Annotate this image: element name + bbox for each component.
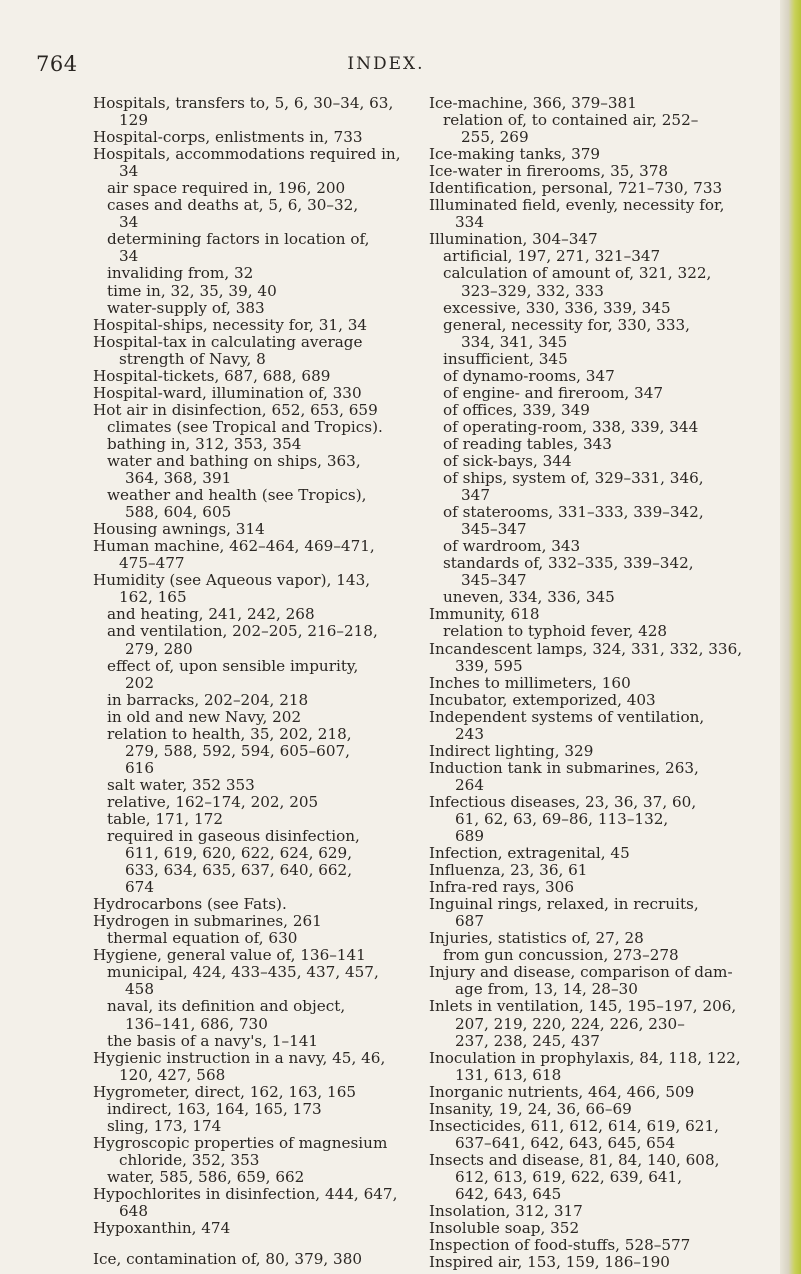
index-line: water-supply of, 383	[107, 298, 265, 317]
index-line: weather and health (see Tropics),	[107, 486, 367, 505]
index-line: Inspired air, 153, 159, 186–190	[429, 1253, 670, 1272]
index-line: Hygienic instruction in a navy, 45, 46,	[93, 1048, 386, 1067]
index-line: Incubator, extemporized, 403	[429, 690, 656, 709]
index-line: salt water, 352 353	[107, 775, 255, 794]
blank-line	[93, 1237, 429, 1251]
index-line: relation to health, 35, 202, 218,	[107, 724, 352, 743]
index-line: strength of Navy, 8	[119, 349, 266, 368]
index-line: relation to typhoid fever, 428	[443, 622, 668, 641]
index-line: Insanity, 19, 24, 36, 66–69	[429, 1099, 632, 1118]
index-line: excessive, 330, 336, 339, 345	[443, 298, 671, 317]
index-line: of wardroom, 343	[443, 537, 581, 556]
index-line: climates (see Tropical and Tropics).	[107, 417, 383, 436]
index-line: of sick-bays, 344	[443, 451, 572, 470]
index-line: water and bathing on ships, 363,	[107, 451, 361, 470]
index-line: Insecticides, 611, 612, 614, 619, 621,	[429, 1116, 719, 1135]
page-edge	[780, 0, 801, 1274]
index-line: 637–641, 642, 643, 645, 654	[455, 1133, 676, 1152]
index-line: 347	[461, 486, 490, 505]
index-line: Hypochlorites in disinfection, 444, 647,	[93, 1185, 398, 1203]
index-line: standards of, 332–335, 339–342,	[443, 554, 694, 573]
index-line: Hospital-tickets, 687, 688, 689	[93, 366, 331, 385]
index-line: Infection, extragenital, 45	[429, 844, 630, 863]
index-line: Hospitals, transfers to, 5, 6, 30–34, 63,	[93, 94, 394, 112]
index-line: time in, 32, 35, 39, 40	[107, 281, 277, 300]
index-line: uneven, 334, 336, 345	[443, 588, 615, 607]
index-line: effect of, upon sensible impurity,	[107, 656, 359, 675]
index-line: artificial, 197, 271, 321–347	[443, 247, 661, 266]
index-line: water, 585, 586, 659, 662	[107, 1167, 305, 1186]
index-line: Identification, personal, 721–730, 733	[429, 179, 723, 198]
index-line: Inlets in ventilation, 145, 195–197, 206,	[429, 997, 737, 1016]
index-line: 264	[455, 775, 484, 794]
index-line: 61, 62, 63, 69–86, 113–132,	[455, 809, 669, 828]
index-line: Hospital-ward, illumination of, 330	[93, 383, 362, 402]
index-line: 120, 427, 568	[119, 1065, 226, 1084]
index-line: sling, 173, 174	[107, 1116, 222, 1135]
index-line: relation of, to contained air, 252–	[443, 111, 699, 130]
index-line: 34	[119, 162, 139, 181]
index-line: and ventilation, 202–205, 216–218,	[107, 622, 378, 641]
index-line: 243	[455, 724, 484, 743]
index-line: of reading tables, 343	[443, 434, 612, 453]
index-line: indirect, 163, 164, 165, 173	[107, 1099, 322, 1118]
index-line: of offices, 339, 349	[443, 400, 590, 419]
index-line: 345–347	[461, 520, 527, 539]
index-line: 674	[125, 878, 154, 897]
index-line: in barracks, 202–204, 218	[107, 690, 309, 709]
index-line: Infra-red rays, 306	[429, 878, 574, 897]
index-line: 323–329, 332, 333	[461, 281, 604, 300]
index-line: Incandescent lamps, 324, 331, 332, 336,	[429, 639, 743, 658]
index-line: of staterooms, 331–333, 339–342,	[443, 503, 704, 522]
index-line: invaliding from, 32	[107, 264, 254, 283]
index-line: Inspection of food-stuffs, 528–577	[429, 1236, 691, 1255]
index-line: Insoluble soap, 352	[429, 1219, 580, 1238]
index-line: Ice, contamination of, 80, 379, 380	[93, 1250, 363, 1269]
index-line: of operating-room, 338, 339, 344	[443, 417, 699, 436]
index-line: relative, 162–174, 202, 205	[107, 792, 319, 811]
index-line: Hospitals, accommodations required in,	[93, 145, 401, 164]
index-line: air space required in, 196, 200	[107, 179, 346, 198]
index-line: Hospital-tax in calculating average	[93, 332, 363, 351]
index-line: 237, 238, 245, 437	[455, 1031, 600, 1050]
index-line: Hypoxanthin, 474	[93, 1219, 231, 1238]
index-line: Indirect lighting, 329	[429, 741, 594, 760]
index-line: 588, 604, 605	[125, 503, 232, 522]
index-line: 687	[455, 912, 484, 931]
index-line: chloride, 352, 353	[119, 1150, 260, 1169]
index-line: from gun concussion, 273–278	[443, 946, 679, 965]
index-line: Hospital-ships, necessity for, 31, 34	[93, 315, 368, 334]
index-line: 136–141, 686, 730	[125, 1014, 268, 1033]
index-line: and heating, 241, 242, 268	[107, 605, 315, 624]
index-line: Ice-water in firerooms, 35, 378	[429, 162, 669, 181]
index-line: Injury and disease, comparison of dam-	[429, 963, 733, 982]
index-line: age from, 13, 14, 28–30	[455, 980, 638, 999]
index-line: Hospital-corps, enlistments in, 733	[93, 128, 363, 147]
page-number: 764	[36, 52, 78, 76]
index-line: Housing awnings, 314	[93, 520, 265, 539]
index-line: Humidity (see Aqueous vapor), 143,	[93, 571, 371, 590]
index-line: 334, 341, 345	[461, 332, 568, 351]
index-line: 364, 368, 391	[125, 469, 232, 488]
index-line: Inguinal rings, relaxed, in recruits,	[429, 895, 699, 914]
index-line: Hydrocarbons (see Fats).	[93, 895, 287, 914]
index-column-right	[429, 95, 765, 1271]
index-line: of engine- and fireroom, 347	[443, 383, 664, 402]
index-line: table, 171, 172	[107, 809, 224, 828]
index-line: 334	[455, 213, 484, 232]
index-line: determining factors in location of,	[107, 230, 370, 249]
index-line: 611, 619, 620, 622, 624, 629,	[125, 844, 353, 863]
index-line: Ice-making tanks, 379	[429, 145, 601, 164]
index-line: 339, 595	[455, 656, 523, 675]
index-line: Ice-machine, 366, 379–381	[429, 94, 637, 112]
index-line: 162, 165	[119, 588, 187, 607]
index-line: thermal equation of, 630	[107, 929, 298, 948]
index-line: Hot air in disinfection, 652, 653, 659	[93, 400, 378, 419]
page-header	[36, 52, 736, 76]
index-line: 458	[125, 980, 154, 999]
index-line: Infectious diseases, 23, 36, 37, 60,	[429, 792, 697, 811]
index-line: Injuries, statistics of, 27, 28	[429, 929, 644, 948]
index-line: municipal, 424, 433–435, 437, 457,	[107, 963, 379, 982]
index-line: 34	[119, 247, 139, 266]
index-line: of dynamo-rooms, 347	[443, 366, 615, 385]
index-line: 633, 634, 635, 637, 640, 662,	[125, 861, 353, 880]
index-line: Inoculation in prophylaxis, 84, 118, 122,	[429, 1048, 741, 1067]
index-line: Insolation, 312, 317	[429, 1202, 583, 1221]
index-line: calculation of amount of, 321, 322,	[443, 264, 712, 283]
index-line: 202	[125, 673, 154, 692]
index-line: 616	[125, 758, 154, 777]
index-line: Inorganic nutrients, 464, 466, 509	[429, 1082, 695, 1101]
index-line: cases and deaths at, 5, 6, 30–32,	[107, 196, 359, 215]
index-line: Illumination, 304–347	[429, 230, 598, 249]
index-line: Influenza, 23, 36, 61	[429, 861, 588, 880]
index-line: Hydrogen in submarines, 261	[93, 912, 322, 931]
index-line: of ships, system of, 329–331, 346,	[443, 469, 704, 488]
index-line: the basis of a navy's, 1–141	[107, 1031, 319, 1050]
index-line: naval, its definition and object,	[107, 997, 346, 1016]
index-line: Hygiene, general value of, 136–141	[93, 946, 366, 965]
index-line: 279, 588, 592, 594, 605–607,	[125, 741, 350, 760]
index-line: insufficient, 345	[443, 349, 568, 368]
index-line: Hygrometer, direct, 162, 163, 165	[93, 1082, 357, 1101]
index-line: 129	[119, 111, 148, 130]
index-line: required in gaseous disinfection,	[107, 827, 360, 846]
index-line: 612, 613, 619, 622, 639, 641,	[455, 1167, 683, 1186]
index-line: 642, 643, 645	[455, 1185, 562, 1203]
index-line: bathing in, 312, 353, 354	[107, 434, 302, 453]
index-line: Hygroscopic properties of magnesium	[93, 1133, 388, 1152]
index-line: 34	[119, 213, 139, 232]
index-line: in old and new Navy, 202	[107, 707, 302, 726]
index-line: Insects and disease, 81, 84, 140, 608,	[429, 1150, 720, 1169]
index-line: Immunity, 618	[429, 605, 540, 624]
index-line: general, necessity for, 330, 333,	[443, 315, 690, 334]
index-line: Induction tank in submarines, 263,	[429, 758, 699, 777]
index-line: 207, 219, 220, 224, 226, 230–	[455, 1014, 685, 1033]
index-line: Human machine, 462–464, 469–471,	[93, 537, 375, 556]
index-line: 689	[455, 827, 484, 846]
index-line: 648	[119, 1202, 148, 1221]
index-column-left	[93, 95, 429, 1268]
index-line: 279, 280	[125, 639, 193, 658]
index-line: 255, 269	[461, 128, 529, 147]
running-title: INDEX.	[347, 54, 425, 74]
index-line: Inches to millimeters, 160	[429, 673, 631, 692]
index-line: 131, 613, 618	[455, 1065, 562, 1084]
index-line: 475–477	[119, 554, 185, 573]
index-line: Illuminated field, evenly, necessity for,	[429, 196, 725, 215]
index-line: Independent systems of ventilation,	[429, 707, 705, 726]
index-line: 345–347	[461, 571, 527, 590]
